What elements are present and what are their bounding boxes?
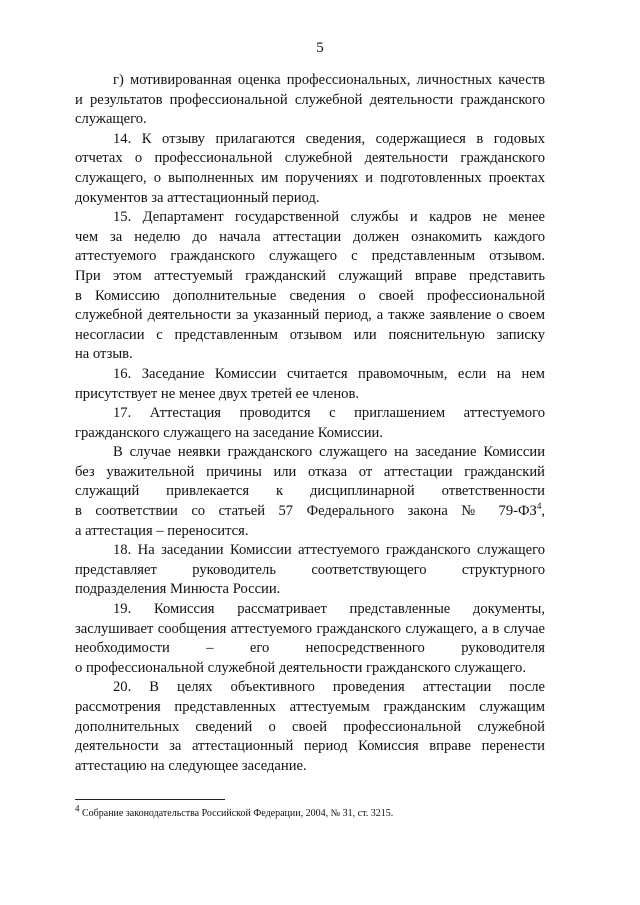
text-line: представляет руководитель соответствующего структурного [75,561,545,578]
footnote-reference[interactable]: 4 [536,501,542,512]
text-line: о профессиональной служебной деятельности гражданского служащего. [75,659,526,676]
text-line: 14. К отзыву прилагаются сведения, содержащиеся в годовых [113,130,545,147]
text-line: служащего. [75,111,147,128]
text-line: При этом аттестуемый гражданский служащий вправе представить [75,267,545,284]
text-line: заслушивает сообщения аттестуемого гражданского служащего, а в случае [75,620,545,637]
text-line: присутствует не менее двух третей ее членов. [75,385,360,402]
text-line: на отзыв. [75,346,133,363]
text-line: 18. На заседании Комиссии аттестуемого гражданского служащего [113,542,545,559]
paragraph [75,404,545,443]
paragraph [75,130,545,208]
text-line: необходимости – его непосредственного руководителя [75,640,545,657]
paragraph [75,600,545,678]
text-line: в Комиссию дополнительные сведения о своей профессиональной [75,287,545,304]
text-line: 19. Комиссия рассматривает представленные документы, [113,601,545,618]
text-line: чем за неделю до начала аттестации должен ознакомить каждого [75,228,545,245]
text-line: а аттестация – переносится. [75,522,249,539]
text-line: и результатов профессиональной служебной деятельности гражданского [75,91,545,108]
text-line: без уважительной причины или отказа от аттестации гражданский [75,463,545,480]
footnote [75,803,394,819]
footnote-mark: 4 [75,803,80,814]
text-line: 20. В целях объективного проведения аттестации после [113,679,545,696]
text-line: документов за аттестационный период. [75,189,320,206]
text-line [75,502,545,522]
text-line: отчетах о профессиональной служебной деятельности гражданского [75,150,545,167]
text-line: 17. Аттестация проводится с приглашением аттестуемого [113,405,545,422]
text-line: 16. Заседание Комиссии считается правомочным, если на нем [113,365,545,382]
text-line: 15. Департамент государственной службы и кадров не менее [113,209,545,226]
text-line: дополнительных сведений о своей профессиональной служебной [75,718,545,735]
text-line: служащий привлекается к дисциплинарной ответственности [75,483,545,500]
text-line: гражданского служащего на заседание Комиссии. [75,424,384,441]
text-line: служащего, о выполненных им поручениях и подготовленных проектах [75,169,545,186]
text-line: аттестацию на следующее заседание. [75,757,307,774]
paragraph [75,71,545,130]
text-line: подразделения Минюста России. [75,581,281,598]
paragraph [75,443,545,541]
page-number: 5 [316,40,324,56]
paragraph [75,365,545,404]
text-line: служебной деятельности за указанный период, а также заявление о своем [75,307,545,324]
text-line: деятельности за аттестационный период Комиссия вправе перенести [75,738,545,755]
text-line: г) мотивированная оценка профессиональных, личностных качеств [113,72,545,88]
line-text: в соответствии со статьей 57 Федерального закона № 79-ФЗ [75,503,537,520]
text-line: несогласии с представленным отзывом или пояснительную записку [75,326,545,343]
document-body [75,71,545,776]
text-line: аттестуемого гражданского служащего с представленным отзывом. [75,248,545,265]
footnote-divider [75,799,225,800]
text-line: рассмотрения представленных аттестуемым гражданским служащим [75,699,545,715]
paragraph [75,208,545,365]
paragraph [75,541,545,600]
text-line: В случае неявки гражданского служащего на заседание Комиссии [113,444,545,461]
footnote-text: Собрание законодательства Российской Федерации, 2004, № 31, ст. 3215. [82,808,394,819]
punctuation: , [541,503,545,520]
paragraph [75,678,545,776]
